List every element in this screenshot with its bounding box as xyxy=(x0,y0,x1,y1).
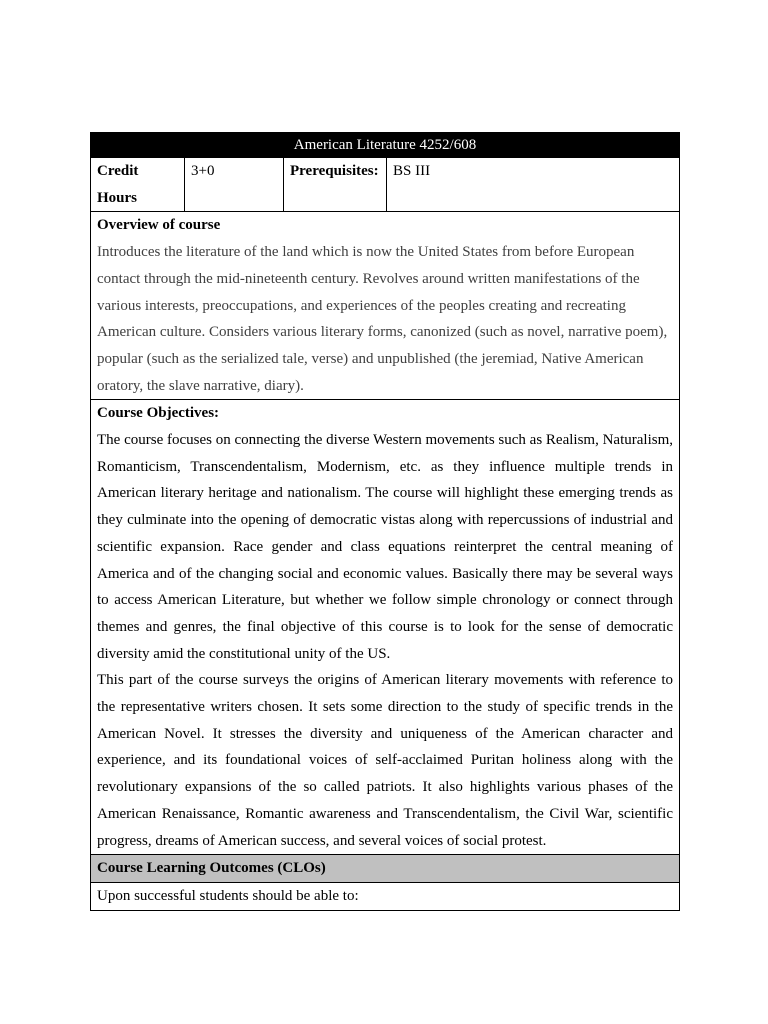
objectives-paragraph-1: The course focuses on connecting the diverse Western movements such as Realism, Naturalism, Romanticism, Transcendentalism, Modernism, etc. as they influence multiple trends in American literary heritage and nationalism. The course will highlight these emerging trends as they culminate into the opening of democratic vistas along with repercussions of industrial and scientific expansion. Race gender and class equations reinterpret the central meaning of America and of the changing social and economic values. Basically there may be several ways to access American Literature, but whether we follow simple chronology or connect through themes and genres, the final objective of this course is to look for the sense of democratic diversity amid the constitutional unity of the US. xyxy=(97,432,673,662)
clo-heading: Course Learning Outcomes (CLOs) xyxy=(91,855,680,883)
course-title-row xyxy=(91,133,680,158)
objectives-paragraph-2: This part of the course surveys the origins of American literary movements with reference to the representative writers chosen. It sets some direction to the study of specific trends in the American Novel. It stresses the diversity and uniqueness of the American character and experience, and its foundational voices of self-acclaimed Puritan holiness along with the revolutionary expansions of the so called patriots. It also highlights various phases of the American Renaissance, Romantic awareness and Transcendentalism, the Civil War, scientific progress, dreams of American success, and several voices of social protest. xyxy=(97,672,673,849)
clo-intro-row xyxy=(91,882,680,910)
clo-intro: Upon successful students should be able to: xyxy=(91,882,680,910)
course-outline-table xyxy=(90,132,680,911)
course-info-row xyxy=(91,158,680,212)
clo-heading-row xyxy=(91,855,680,883)
credit-hours-value: 3+0 xyxy=(185,158,284,212)
prerequisites-value: BS III xyxy=(387,158,680,212)
objectives-row xyxy=(91,400,680,855)
objectives-heading: Course Objectives: xyxy=(97,405,220,422)
overview-row xyxy=(91,212,680,400)
prerequisites-label: Prerequisites: xyxy=(284,158,387,212)
overview-text: Introduces the literature of the land which is now the United States from before European contact through the mid-nineteenth century. Revolves around written manifestations of the various interests, preoccupations, and experiences of the peoples creating and recreating American culture. Considers various literary forms, canonized (such as novel, narrative poem), popular (such as the serialized tale, verse) and unpublished (the jeremiad, Native American oratory, the slave narrative, diary). xyxy=(97,244,668,394)
objectives-cell xyxy=(91,400,680,855)
course-title: American Literature 4252/608 xyxy=(91,133,680,158)
overview-cell xyxy=(91,212,680,400)
overview-heading: Overview of course xyxy=(97,217,221,234)
credit-hours-label: Credit Hours xyxy=(91,158,185,212)
